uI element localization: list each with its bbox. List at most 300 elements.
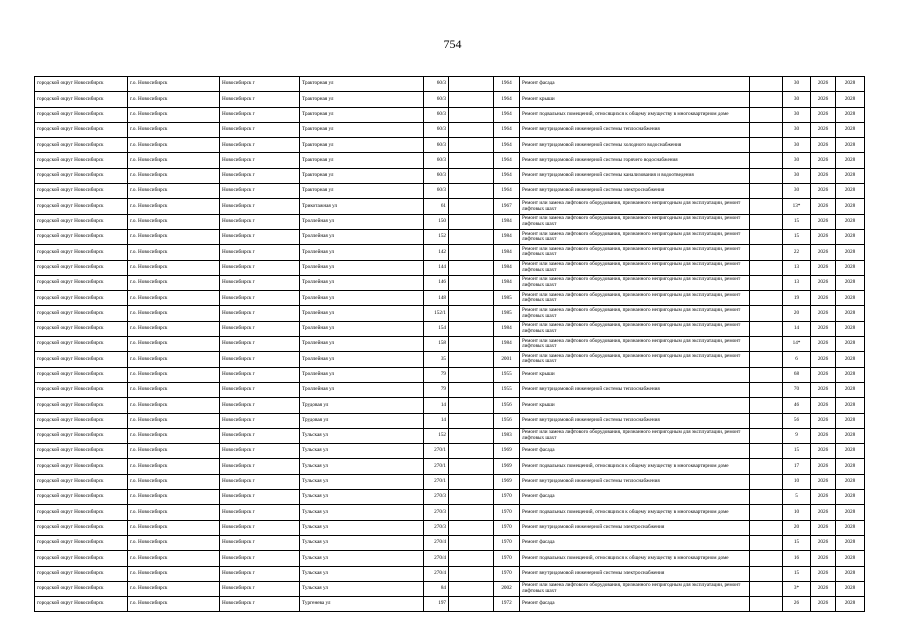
year-cell: 1984 <box>494 229 520 244</box>
amount-cell: 30 <box>783 107 811 122</box>
street-cell: Троллейная ул <box>300 321 424 336</box>
locality-cell: Новосибирск г <box>220 566 300 581</box>
start-year-cell: 2026 <box>811 245 836 260</box>
amount-cell: 68 <box>783 367 811 382</box>
municipal-district-cell: городской округ Новосибирск <box>35 581 128 596</box>
building-cell <box>449 153 494 168</box>
start-year-cell: 2026 <box>811 535 836 550</box>
locality-cell: Новосибирск г <box>220 367 300 382</box>
house-number-cell: 14 <box>424 398 449 413</box>
locality-cell: Новосибирск г <box>220 306 300 321</box>
house-number-cell: 270/1 <box>424 474 449 489</box>
table-row <box>35 428 865 443</box>
blank-cell <box>750 199 783 214</box>
work-type-cell: Ремонт крыши <box>520 367 750 382</box>
table-row <box>35 490 865 505</box>
year-cell: 1967 <box>494 199 520 214</box>
end-year-cell: 2028 <box>836 367 865 382</box>
amount-cell: 26 <box>783 597 811 612</box>
municipal-district-cell: городской округ Новосибирск <box>35 214 128 229</box>
municipal-district-cell: городской округ Новосибирск <box>35 352 128 367</box>
settlement-cell: г.о. Новосибирск <box>128 382 220 397</box>
locality-cell: Новосибирск г <box>220 184 300 199</box>
street-cell: Тургенева ул <box>300 597 424 612</box>
municipal-district-cell: городской округ Новосибирск <box>35 77 128 92</box>
locality-cell: Новосибирск г <box>220 505 300 520</box>
work-type-cell: Ремонт крыши <box>520 398 750 413</box>
table-row <box>35 337 865 352</box>
street-cell: Трикотажная ул <box>300 199 424 214</box>
start-year-cell: 2026 <box>811 138 836 153</box>
locality-cell: Новосибирск г <box>220 107 300 122</box>
settlement-cell: г.о. Новосибирск <box>128 352 220 367</box>
year-cell: 1985 <box>494 306 520 321</box>
municipal-district-cell: городской округ Новосибирск <box>35 444 128 459</box>
settlement-cell: г.о. Новосибирск <box>128 551 220 566</box>
table-row <box>35 260 865 275</box>
house-number-cell: 270/3 <box>424 505 449 520</box>
house-number-cell: 60/3 <box>424 138 449 153</box>
amount-cell: 20 <box>783 520 811 535</box>
municipal-district-cell: городской округ Новосибирск <box>35 321 128 336</box>
amount-cell: 5 <box>783 490 811 505</box>
house-number-cell: 60/3 <box>424 92 449 107</box>
blank-cell <box>750 490 783 505</box>
municipal-district-cell: городской округ Новосибирск <box>35 245 128 260</box>
locality-cell: Новосибирск г <box>220 199 300 214</box>
locality-cell: Новосибирск г <box>220 490 300 505</box>
street-cell: Тракторная ул <box>300 184 424 199</box>
year-cell: 1955 <box>494 382 520 397</box>
blank-cell <box>750 168 783 183</box>
start-year-cell: 2026 <box>811 352 836 367</box>
street-cell: Тракторная ул <box>300 122 424 137</box>
settlement-cell: г.о. Новосибирск <box>128 367 220 382</box>
house-number-cell: 148 <box>424 291 449 306</box>
street-cell: Тульская ул <box>300 551 424 566</box>
end-year-cell: 2028 <box>836 306 865 321</box>
street-cell: Тракторная ул <box>300 92 424 107</box>
settlement-cell: г.о. Новосибирск <box>128 214 220 229</box>
settlement-cell: г.о. Новосибирск <box>128 321 220 336</box>
street-cell: Троллейная ул <box>300 229 424 244</box>
house-number-cell: 14 <box>424 413 449 428</box>
table-row <box>35 321 865 336</box>
house-number-cell: 79 <box>424 367 449 382</box>
end-year-cell: 2028 <box>836 337 865 352</box>
year-cell: 1970 <box>494 490 520 505</box>
building-cell <box>449 597 494 612</box>
municipal-district-cell: городской округ Новосибирск <box>35 367 128 382</box>
work-type-cell: Ремонт или замена лифтового оборудования, признанного непригодным для эксплуатации, ремонт лифтовых шахт <box>520 337 750 352</box>
start-year-cell: 2026 <box>811 77 836 92</box>
municipal-district-cell: городской округ Новосибирск <box>35 535 128 550</box>
end-year-cell: 2028 <box>836 229 865 244</box>
municipal-district-cell: городской округ Новосибирск <box>35 153 128 168</box>
house-number-cell: 150 <box>424 214 449 229</box>
settlement-cell: г.о. Новосибирск <box>128 122 220 137</box>
table-row <box>35 520 865 535</box>
municipal-district-cell: городской округ Новосибирск <box>35 184 128 199</box>
house-number-cell: 60/3 <box>424 168 449 183</box>
start-year-cell: 2026 <box>811 398 836 413</box>
table-row <box>35 291 865 306</box>
street-cell: Троллейная ул <box>300 306 424 321</box>
work-type-cell: Ремонт или замена лифтового оборудования, признанного непригодным для эксплуатации, ремонт лифтовых шахт <box>520 229 750 244</box>
blank-cell <box>750 321 783 336</box>
amount-cell: 3* <box>783 581 811 596</box>
start-year-cell: 2026 <box>811 566 836 581</box>
street-cell: Троллейная ул <box>300 291 424 306</box>
table-row <box>35 581 865 596</box>
street-cell: Троллейная ул <box>300 260 424 275</box>
building-cell <box>449 275 494 290</box>
page-number: 754 <box>443 37 462 51</box>
blank-cell <box>750 214 783 229</box>
house-number-cell: 152 <box>424 428 449 443</box>
work-type-cell: Ремонт фасада <box>520 490 750 505</box>
building-cell <box>449 337 494 352</box>
blank-cell <box>750 337 783 352</box>
year-cell: 1970 <box>494 520 520 535</box>
street-cell: Тульская ул <box>300 459 424 474</box>
work-type-cell: Ремонт внутридомовой инженерной системы электроснабжения <box>520 184 750 199</box>
table-row <box>35 459 865 474</box>
municipal-district-cell: городской округ Новосибирск <box>35 306 128 321</box>
blank-cell <box>750 352 783 367</box>
house-number-cell: 197 <box>424 597 449 612</box>
building-cell <box>449 398 494 413</box>
municipal-district-cell: городской округ Новосибирск <box>35 459 128 474</box>
end-year-cell: 2028 <box>836 291 865 306</box>
year-cell: 1969 <box>494 444 520 459</box>
municipal-district-cell: городской округ Новосибирск <box>35 138 128 153</box>
start-year-cell: 2026 <box>811 474 836 489</box>
settlement-cell: г.о. Новосибирск <box>128 413 220 428</box>
street-cell: Тракторная ул <box>300 153 424 168</box>
start-year-cell: 2026 <box>811 413 836 428</box>
year-cell: 1984 <box>494 245 520 260</box>
amount-cell: 30 <box>783 184 811 199</box>
settlement-cell: г.о. Новосибирск <box>128 566 220 581</box>
table-row <box>35 566 865 581</box>
blank-cell <box>750 184 783 199</box>
locality-cell: Новосибирск г <box>220 444 300 459</box>
work-type-cell: Ремонт или замена лифтового оборудования, признанного непригодным для эксплуатации, ремонт лифтовых шахт <box>520 352 750 367</box>
municipal-district-cell: городской округ Новосибирск <box>35 337 128 352</box>
start-year-cell: 2026 <box>811 92 836 107</box>
street-cell: Троллейная ул <box>300 214 424 229</box>
house-number-cell: 270/1 <box>424 444 449 459</box>
locality-cell: Новосибирск г <box>220 229 300 244</box>
table-row <box>35 138 865 153</box>
house-number-cell: 270/3 <box>424 520 449 535</box>
table-row <box>35 352 865 367</box>
end-year-cell: 2028 <box>836 520 865 535</box>
municipal-district-cell: городской округ Новосибирск <box>35 275 128 290</box>
building-cell <box>449 382 494 397</box>
start-year-cell: 2026 <box>811 551 836 566</box>
work-type-cell: Ремонт внутридомовой инженерной системы электроснабжения <box>520 566 750 581</box>
work-type-cell: Ремонт или замена лифтового оборудования, признанного непригодным для эксплуатации, ремонт лифтовых шахт <box>520 260 750 275</box>
settlement-cell: г.о. Новосибирск <box>128 428 220 443</box>
amount-cell: 20 <box>783 306 811 321</box>
amount-cell: 13 <box>783 275 811 290</box>
building-cell <box>449 199 494 214</box>
building-cell <box>449 92 494 107</box>
end-year-cell: 2028 <box>836 551 865 566</box>
end-year-cell: 2028 <box>836 153 865 168</box>
settlement-cell: г.о. Новосибирск <box>128 199 220 214</box>
year-cell: 1972 <box>494 597 520 612</box>
end-year-cell: 2028 <box>836 459 865 474</box>
settlement-cell: г.о. Новосибирск <box>128 520 220 535</box>
end-year-cell: 2028 <box>836 505 865 520</box>
work-type-cell: Ремонт внутридомовой инженерной системы теплоснабжения <box>520 413 750 428</box>
end-year-cell: 2028 <box>836 535 865 550</box>
street-cell: Тульская ул <box>300 490 424 505</box>
work-type-cell: Ремонт подвальных помещений, относящихся к общему имуществу в многоквартирном доме <box>520 551 750 566</box>
house-number-cell: 154 <box>424 321 449 336</box>
year-cell: 1984 <box>494 260 520 275</box>
blank-cell <box>750 138 783 153</box>
amount-cell: 14* <box>783 337 811 352</box>
amount-cell: 13 <box>783 260 811 275</box>
start-year-cell: 2026 <box>811 337 836 352</box>
settlement-cell: г.о. Новосибирск <box>128 505 220 520</box>
street-cell: Тульская ул <box>300 444 424 459</box>
blank-cell <box>750 505 783 520</box>
end-year-cell: 2028 <box>836 275 865 290</box>
street-cell: Тульская ул <box>300 474 424 489</box>
street-cell: Троллейная ул <box>300 245 424 260</box>
repair-register-table <box>34 76 865 612</box>
table-row <box>35 505 865 520</box>
amount-cell: 30 <box>783 153 811 168</box>
settlement-cell: г.о. Новосибирск <box>128 153 220 168</box>
year-cell: 1955 <box>494 367 520 382</box>
start-year-cell: 2026 <box>811 168 836 183</box>
amount-cell: 15 <box>783 229 811 244</box>
blank-cell <box>750 566 783 581</box>
blank-cell <box>750 535 783 550</box>
work-type-cell: Ремонт подвальных помещений, относящихся к общему имуществу в многоквартирном доме <box>520 459 750 474</box>
house-number-cell: 60/3 <box>424 77 449 92</box>
settlement-cell: г.о. Новосибирск <box>128 77 220 92</box>
building-cell <box>449 107 494 122</box>
work-type-cell: Ремонт или замена лифтового оборудования, признанного непригодным для эксплуатации, ремонт лифтовых шахт <box>520 245 750 260</box>
work-type-cell: Ремонт крыши <box>520 92 750 107</box>
building-cell <box>449 459 494 474</box>
municipal-district-cell: городской округ Новосибирск <box>35 520 128 535</box>
building-cell <box>449 245 494 260</box>
locality-cell: Новосибирск г <box>220 321 300 336</box>
house-number-cell: 270/3 <box>424 490 449 505</box>
blank-cell <box>750 551 783 566</box>
municipal-district-cell: городской округ Новосибирск <box>35 199 128 214</box>
blank-cell <box>750 245 783 260</box>
end-year-cell: 2028 <box>836 413 865 428</box>
end-year-cell: 2028 <box>836 428 865 443</box>
street-cell: Трудовая ул <box>300 413 424 428</box>
locality-cell: Новосибирск г <box>220 291 300 306</box>
building-cell <box>449 77 494 92</box>
table-row <box>35 92 865 107</box>
year-cell: 1964 <box>494 138 520 153</box>
work-type-cell: Ремонт или замена лифтового оборудования, признанного непригодным для эксплуатации, ремонт лифтовых шахт <box>520 306 750 321</box>
house-number-cell: 270/4 <box>424 566 449 581</box>
amount-cell: 15 <box>783 214 811 229</box>
municipal-district-cell: городской округ Новосибирск <box>35 551 128 566</box>
house-number-cell: 270/1 <box>424 459 449 474</box>
start-year-cell: 2026 <box>811 107 836 122</box>
building-cell <box>449 505 494 520</box>
building-cell <box>449 413 494 428</box>
municipal-district-cell: городской округ Новосибирск <box>35 505 128 520</box>
amount-cell: 16 <box>783 551 811 566</box>
table-row <box>35 77 865 92</box>
blank-cell <box>750 107 783 122</box>
locality-cell: Новосибирск г <box>220 275 300 290</box>
work-type-cell: Ремонт или замена лифтового оборудования, признанного непригодным для эксплуатации, ремонт лифтовых шахт <box>520 581 750 596</box>
building-cell <box>449 214 494 229</box>
year-cell: 2001 <box>494 352 520 367</box>
locality-cell: Новосибирск г <box>220 597 300 612</box>
end-year-cell: 2028 <box>836 122 865 137</box>
end-year-cell: 2028 <box>836 444 865 459</box>
start-year-cell: 2026 <box>811 581 836 596</box>
amount-cell: 56 <box>783 413 811 428</box>
start-year-cell: 2026 <box>811 459 836 474</box>
start-year-cell: 2026 <box>811 214 836 229</box>
building-cell <box>449 321 494 336</box>
end-year-cell: 2028 <box>836 490 865 505</box>
house-number-cell: 84 <box>424 581 449 596</box>
locality-cell: Новосибирск г <box>220 77 300 92</box>
street-cell: Тульская ул <box>300 566 424 581</box>
blank-cell <box>750 520 783 535</box>
start-year-cell: 2026 <box>811 444 836 459</box>
table-row <box>35 474 865 489</box>
end-year-cell: 2028 <box>836 214 865 229</box>
amount-cell: 15 <box>783 535 811 550</box>
blank-cell <box>750 306 783 321</box>
year-cell: 1964 <box>494 92 520 107</box>
table-row <box>35 597 865 612</box>
blank-cell <box>750 260 783 275</box>
table-row <box>35 444 865 459</box>
work-type-cell: Ремонт фасада <box>520 444 750 459</box>
locality-cell: Новосибирск г <box>220 413 300 428</box>
municipal-district-cell: городской округ Новосибирск <box>35 490 128 505</box>
start-year-cell: 2026 <box>811 321 836 336</box>
amount-cell: 46 <box>783 398 811 413</box>
blank-cell <box>750 444 783 459</box>
blank-cell <box>750 229 783 244</box>
table-row <box>35 535 865 550</box>
blank-cell <box>750 275 783 290</box>
blank-cell <box>750 581 783 596</box>
building-cell <box>449 291 494 306</box>
blank-cell <box>750 92 783 107</box>
year-cell: 2002 <box>494 581 520 596</box>
house-number-cell: 270/4 <box>424 535 449 550</box>
start-year-cell: 2026 <box>811 490 836 505</box>
work-type-cell: Ремонт внутридомовой инженерной системы холодного водоснабжения <box>520 138 750 153</box>
end-year-cell: 2028 <box>836 352 865 367</box>
end-year-cell: 2028 <box>836 581 865 596</box>
table-row <box>35 168 865 183</box>
start-year-cell: 2026 <box>811 275 836 290</box>
amount-cell: 30 <box>783 138 811 153</box>
work-type-cell: Ремонт или замена лифтового оборудования, признанного непригодным для эксплуатации, ремонт лифтовых шахт <box>520 291 750 306</box>
settlement-cell: г.о. Новосибирск <box>128 275 220 290</box>
street-cell: Тракторная ул <box>300 77 424 92</box>
municipal-district-cell: городской округ Новосибирск <box>35 122 128 137</box>
work-type-cell: Ремонт или замена лифтового оборудования, признанного непригодным для эксплуатации, ремонт лифтовых шахт <box>520 199 750 214</box>
year-cell: 1984 <box>494 214 520 229</box>
locality-cell: Новосибирск г <box>220 214 300 229</box>
start-year-cell: 2026 <box>811 291 836 306</box>
table-row <box>35 199 865 214</box>
amount-cell: 13* <box>783 199 811 214</box>
year-cell: 1964 <box>494 168 520 183</box>
municipal-district-cell: городской округ Новосибирск <box>35 413 128 428</box>
locality-cell: Новосибирск г <box>220 535 300 550</box>
municipal-district-cell: городской округ Новосибирск <box>35 398 128 413</box>
locality-cell: Новосибирск г <box>220 581 300 596</box>
blank-cell <box>750 459 783 474</box>
start-year-cell: 2026 <box>811 306 836 321</box>
start-year-cell: 2026 <box>811 505 836 520</box>
start-year-cell: 2026 <box>811 597 836 612</box>
year-cell: 1969 <box>494 459 520 474</box>
settlement-cell: г.о. Новосибирск <box>128 107 220 122</box>
locality-cell: Новосибирск г <box>220 459 300 474</box>
amount-cell: 15 <box>783 444 811 459</box>
building-cell <box>449 535 494 550</box>
end-year-cell: 2028 <box>836 199 865 214</box>
year-cell: 1970 <box>494 535 520 550</box>
amount-cell: 10 <box>783 474 811 489</box>
street-cell: Троллейная ул <box>300 275 424 290</box>
municipal-district-cell: городской округ Новосибирск <box>35 382 128 397</box>
house-number-cell: 60/3 <box>424 184 449 199</box>
amount-cell: 30 <box>783 168 811 183</box>
end-year-cell: 2028 <box>836 321 865 336</box>
table-row <box>35 398 865 413</box>
municipal-district-cell: городской округ Новосибирск <box>35 291 128 306</box>
settlement-cell: г.о. Новосибирск <box>128 474 220 489</box>
table-row <box>35 306 865 321</box>
year-cell: 1969 <box>494 474 520 489</box>
locality-cell: Новосибирск г <box>220 398 300 413</box>
locality-cell: Новосибирск г <box>220 520 300 535</box>
blank-cell <box>750 153 783 168</box>
settlement-cell: г.о. Новосибирск <box>128 245 220 260</box>
year-cell: 1984 <box>494 321 520 336</box>
building-cell <box>449 581 494 596</box>
end-year-cell: 2028 <box>836 245 865 260</box>
locality-cell: Новосибирск г <box>220 92 300 107</box>
street-cell: Трудовая ул <box>300 398 424 413</box>
amount-cell: 14 <box>783 321 811 336</box>
start-year-cell: 2026 <box>811 184 836 199</box>
street-cell: Тульская ул <box>300 428 424 443</box>
building-cell <box>449 520 494 535</box>
building-cell <box>449 490 494 505</box>
year-cell: 1956 <box>494 398 520 413</box>
